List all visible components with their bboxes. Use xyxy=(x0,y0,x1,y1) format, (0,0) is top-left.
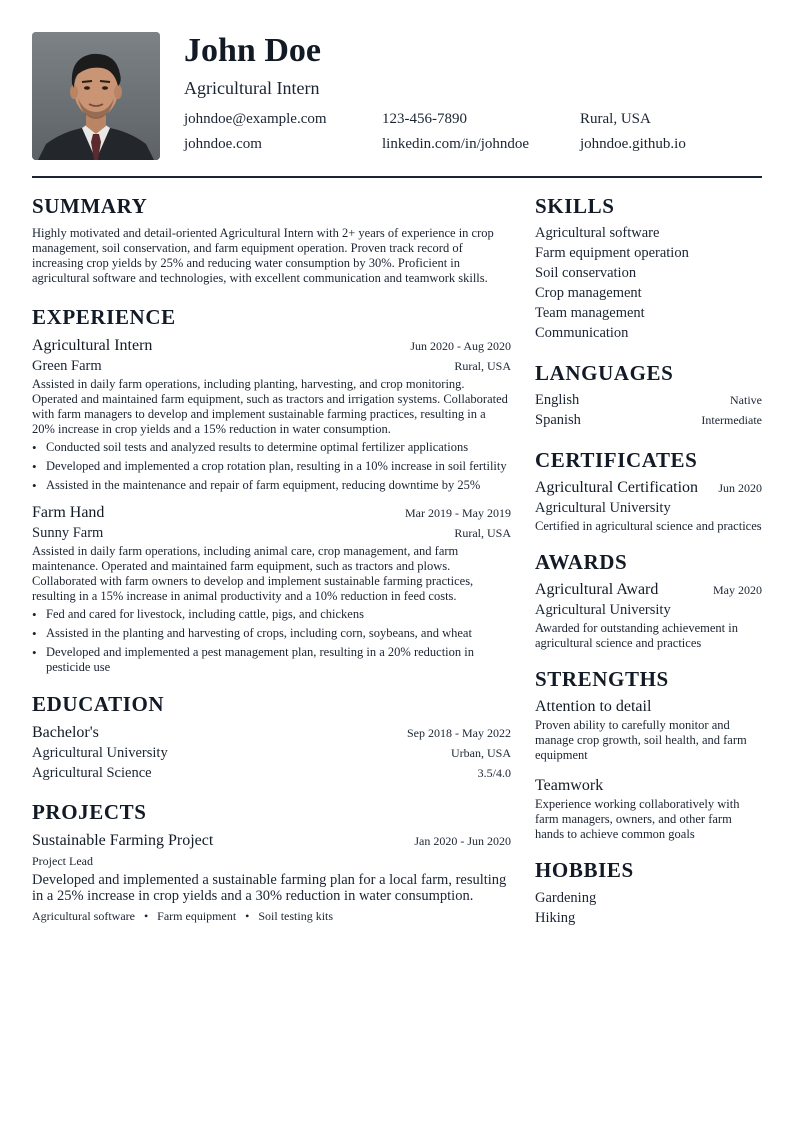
projects-title: PROJECTS xyxy=(32,800,147,824)
resume-header xyxy=(32,32,762,160)
list-item: • Developed and implemented a crop rotation plan, resulting in a 10% increase in soil fertility xyxy=(32,459,511,474)
hobby-item: Gardening xyxy=(535,890,597,906)
awards-section xyxy=(535,549,762,651)
job-location: Rural, USA xyxy=(454,526,511,540)
education-title: EDUCATION xyxy=(32,692,165,716)
job-company: Green Farm xyxy=(32,358,102,374)
strength-description: Proven ability to carefully monitor and manage crop growth, soil health, and farm equipment xyxy=(535,718,747,762)
contact-email[interactable]: johndoe@example.com xyxy=(184,111,327,127)
strength-name: Attention to detail xyxy=(535,698,652,715)
candidate-role: Agricultural Intern xyxy=(184,78,320,98)
award-date: May 2020 xyxy=(713,583,762,597)
projects-section xyxy=(32,799,511,924)
project-name: Sustainable Farming Project xyxy=(32,832,214,849)
project-tool: Agricultural software xyxy=(32,909,135,923)
strengths-title: STRENGTHS xyxy=(535,667,669,691)
awards-title: AWARDS xyxy=(535,550,628,574)
contact-website[interactable]: johndoe.com xyxy=(184,136,262,152)
certificate-issuer: Agricultural University xyxy=(535,500,671,516)
contact-linkedin[interactable]: linkedin.com/in/johndoe xyxy=(382,136,530,152)
language-name: English xyxy=(535,392,580,408)
job-highlights xyxy=(32,440,511,493)
education-section xyxy=(32,691,511,783)
strengths-section xyxy=(535,666,762,842)
job-description: Assisted in daily farm operations, including planting, harvesting, and crop monitoring. Operated and maintained farm equipment, such as tractors and irrigation systems. Collaborated with farm managers to develop and implement sustainable farming practices, resulting in a 20% increase in crop yields and a 15% reduction in water consumption. xyxy=(32,377,508,436)
hobbies-title: HOBBIES xyxy=(535,858,634,882)
contact-location: Rural, USA xyxy=(580,111,651,127)
strength-item xyxy=(535,697,762,763)
experience-item xyxy=(32,336,511,493)
list-item: • Conducted soil tests and analyzed results to determine optimal fertilizer applications xyxy=(32,440,511,455)
award-issuer: Agricultural University xyxy=(535,602,671,618)
certificates-section xyxy=(535,447,762,534)
hobby-item: Hiking xyxy=(535,910,576,926)
skill-item: Soil conservation xyxy=(535,265,637,281)
strength-description: Experience working collaboratively with farm managers, owners, and other farm hands to achieve common goals xyxy=(535,797,740,841)
certificate-name: Agricultural Certification xyxy=(535,479,699,496)
candidate-name: John Doe xyxy=(184,32,321,69)
experience-section xyxy=(32,304,511,675)
hobbies-section xyxy=(535,857,762,928)
tool-separator: • xyxy=(245,909,250,923)
skill-item: Communication xyxy=(535,325,629,341)
list-item: • Assisted in the maintenance and repair of farm equipment, reducing downtime by 25% xyxy=(32,478,511,493)
certificate-description: Certified in agricultural science and practices xyxy=(535,519,762,533)
summary-text: Highly motivated and detail-oriented Agricultural Intern with 2+ years of experience in crop management, soil conservation, and farm equipment operation. Proven track record of increasing crop yields by 25% and reducing water consumption by 30%. Proficient in agricultural software and technologies, with excellent communication and teamwork skills. xyxy=(32,226,494,285)
contact-phone[interactable]: 123-456-7890 xyxy=(382,111,467,127)
main-column xyxy=(32,193,511,924)
project-tool: Farm equipment xyxy=(157,909,237,923)
languages-section xyxy=(535,360,762,430)
list-item: • Assisted in the planting and harvesting of crops, including corn, soybeans, and wheat xyxy=(32,626,511,641)
job-company: Sunny Farm xyxy=(32,525,104,541)
list-item: • Developed and implemented a pest management plan, resulting in a 20% reduction in pesticide use xyxy=(32,645,511,675)
list-item: • Fed and cared for livestock, including cattle, pigs, and chickens xyxy=(32,607,511,622)
side-column xyxy=(535,193,762,928)
skill-item: Team management xyxy=(535,305,645,321)
strength-name: Teamwork xyxy=(535,777,604,794)
project-role: Project Lead xyxy=(32,854,93,868)
skills-title: SKILLS xyxy=(535,194,615,218)
profile-photo xyxy=(32,32,160,160)
summary-title: SUMMARY xyxy=(32,194,148,218)
job-dates: Jun 2020 - Aug 2020 xyxy=(410,339,511,353)
education-dates: Sep 2018 - May 2022 xyxy=(407,726,511,740)
skill-item: Agricultural software xyxy=(535,225,660,241)
job-dates: Mar 2019 - May 2019 xyxy=(405,506,511,520)
experience-item xyxy=(32,503,511,675)
skills-section xyxy=(535,193,762,343)
project-dates: Jan 2020 - Jun 2020 xyxy=(414,834,511,848)
job-position: Farm Hand xyxy=(32,504,105,521)
skill-item: Crop management xyxy=(535,285,642,301)
header-divider xyxy=(32,176,762,178)
project-description: Developed and implemented a sustainable farming plan for a local farm, resulting in a 25% increase in crop yields and a 30% reduction in water consumption. xyxy=(32,872,507,904)
language-level: Intermediate xyxy=(701,413,762,427)
skill-item: Farm equipment operation xyxy=(535,245,689,261)
certificate-date: Jun 2020 xyxy=(718,481,762,495)
strength-item xyxy=(535,776,762,842)
job-highlights xyxy=(32,607,511,675)
contact-info xyxy=(184,110,774,153)
certificates-title: CERTIFICATES xyxy=(535,448,698,472)
languages-title: LANGUAGES xyxy=(535,361,674,385)
job-position: Agricultural Intern xyxy=(32,337,153,354)
job-location: Rural, USA xyxy=(454,359,511,373)
education-gpa: 3.5/4.0 xyxy=(477,766,511,780)
contact-github[interactable]: johndoe.github.io xyxy=(580,136,686,152)
education-field: Agricultural Science xyxy=(32,765,152,781)
award-description: Awarded for outstanding achievement in agricultural science and practices xyxy=(535,621,738,650)
award-name: Agricultural Award xyxy=(535,581,659,598)
education-location: Urban, USA xyxy=(451,746,511,760)
job-description: Assisted in daily farm operations, including animal care, crop management, and farm maintenance. Operated and maintained farm equipment, such as tractors and plows. Collaborated with farm owners to develop and implement sustainable farming practices, resulting in a 15% increase in animal productivity and a 10% reduction in feed costs. xyxy=(32,544,474,603)
project-tools xyxy=(32,908,511,924)
project-tool: Soil testing kits xyxy=(258,909,334,923)
experience-title: EXPERIENCE xyxy=(32,305,176,329)
tool-separator: • xyxy=(143,909,149,923)
education-degree: Bachelor's xyxy=(32,724,99,741)
language-level: Native xyxy=(730,393,762,407)
language-name: Spanish xyxy=(535,412,581,428)
education-school: Agricultural University xyxy=(32,745,168,761)
summary-section xyxy=(32,193,511,286)
